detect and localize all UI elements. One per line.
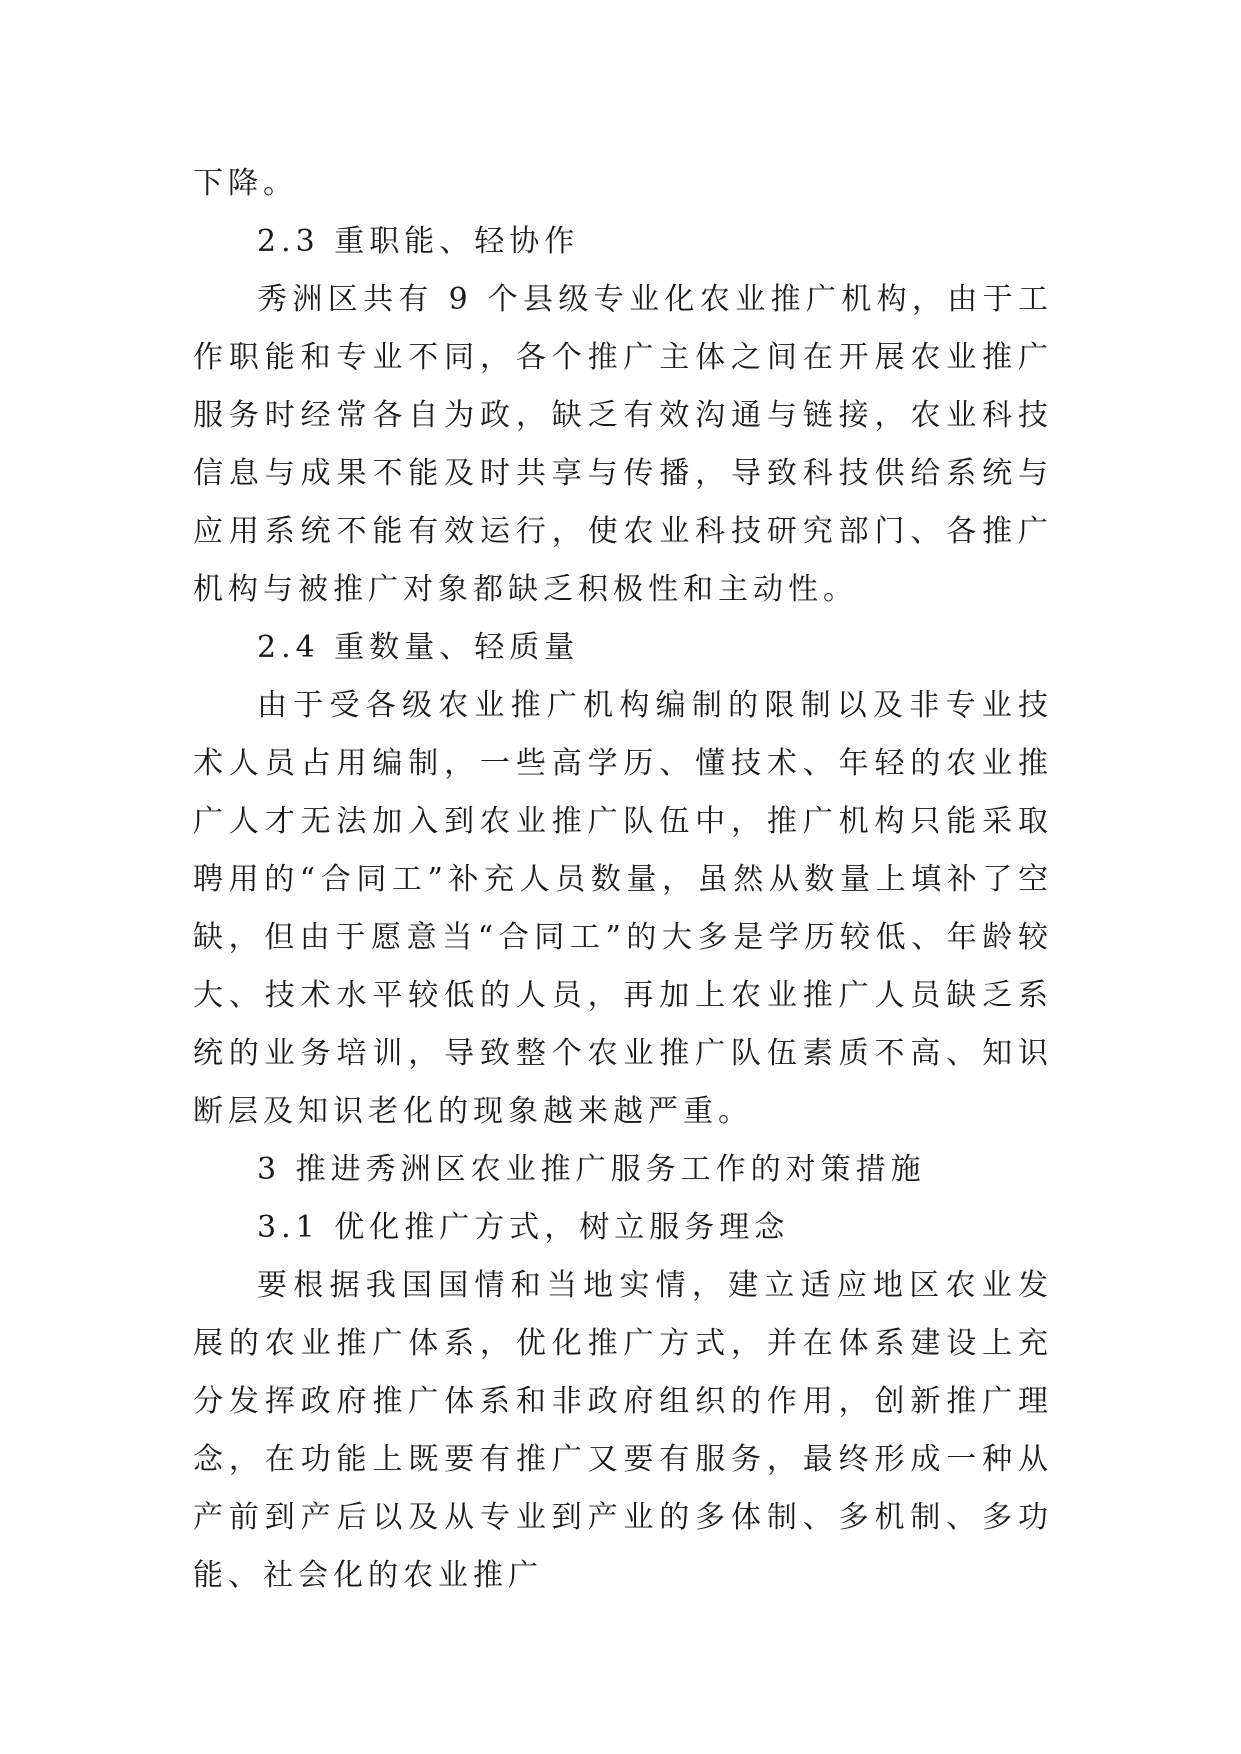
section-heading-2-4: 2.4 重数量、轻质量 <box>257 630 580 665</box>
section-heading-3-1: 3.1 优化推广方式，树立服务理念 <box>257 1210 790 1245</box>
section-heading-2-3: 2.3 重职能、轻协作 <box>257 224 580 259</box>
section-heading-3: 3 推进秀洲区农业推广服务工作的对策措施 <box>257 1152 926 1187</box>
paragraph-optimize: 要根据我国国情和当地实情，建立适应地区农业发展的农业推广体系，优化推广方式，并在体系建设上充分发挥政府推广体系和非政府组织的作用，创新推广理念，在功能上既要有推广又要有服务，最终形成一种从产前到产后以及从专业到产业的多体制、多机制、多功能、社会化的农业推广 <box>193 1268 1053 1593</box>
paragraph-quality: 由于受各级农业推广机构编制的限制以及非专业技术人员占用编制，一些高学历、懂技术、年轻的农业推广人才无法加入到农业推广队伍中，推广机构只能采取聘用的“合同工”补充人员数量，虽然从数量上填补了空缺，但由于愿意当“合同工”的大多是学历较低、年龄较大、技术水平较低的人员，再加上农业推广人员缺乏系统的业务培训，导致整个农业推广队伍素质不高、知识断层及知识老化的现象越来越严重。 <box>193 688 1053 1129</box>
paragraph-coordination: 秀洲区共有 9 个县级专业化农业推广机构，由于工作职能和专业不同，各个推广主体之间在开展农业推广服务时经常各自为政，缺乏有效沟通与链接，农业科技信息与成果不能及时共享与传播，导致科技供给系统与应用系统不能有效运行，使农业科技研究部门、各推广机构与被推广对象都缺乏积极性和主动性。 <box>193 282 1053 607</box>
paragraph-continuation: 下降。 <box>193 166 298 201</box>
document-body <box>193 155 1053 1605</box>
